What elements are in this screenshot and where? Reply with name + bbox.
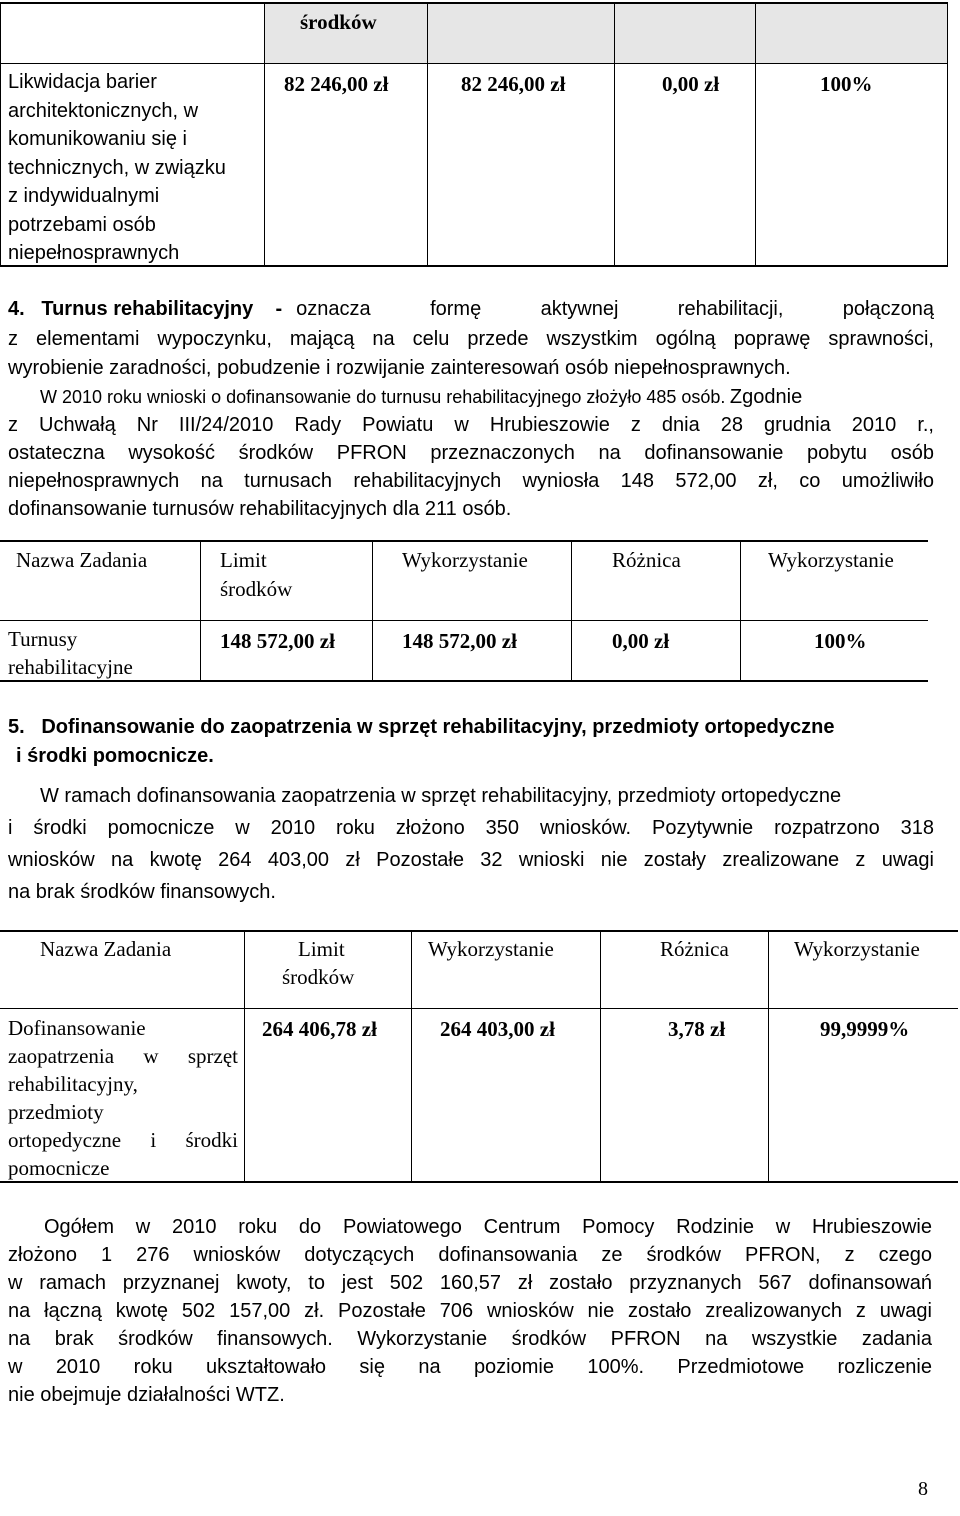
table-3-wykorzystanie: 264 403,00 zł [440,1017,555,1041]
table-2-limit: 148 572,00 zł [220,629,335,653]
table-3-header-nazwa: Nazwa Zadania [40,937,172,961]
table-1-limit: 82 246,00 zł [284,72,389,96]
table-1-procent: 100% [820,72,873,96]
section-4-title: Turnus rehabilitacyjny [41,298,254,320]
table-3-roznica: 3,78 zł [668,1017,726,1041]
section-5-heading [8,716,834,739]
section-5-body-line3: wniosków na kwotę 264 403,00 zł Pozostałe 32 wnioski nie zostały zrealizowane z uwagi [8,849,934,871]
table-3-header-limit: Limit [298,937,345,961]
table-1-header-srodkow: środków [300,10,377,34]
table-2-roznica: 0,00 zł [612,629,670,653]
table-2-header-wykorzystanie-pct: Wykorzystanie [768,548,894,572]
table-2-row-label: Turnusy rehabilitacyjne [8,627,133,679]
table-3-header-wykorzystanie: Wykorzystanie [428,937,554,961]
summary-line6: w 2010 roku ukształtowało się na poziomie 100%. Przedmiotowe rozliczenie [8,1356,932,1378]
table-1-roznica: 0,00 zł [662,72,720,96]
table-3-row-label: Dofinansowanie zaopatrzenia w sprzęt rehabilitacyjny, przedmioty ortopedyczne i środki pomocnicze [8,1016,238,1180]
table-2-header-limit: Limit [220,548,267,572]
section-4-heading-line: 4. Turnus rehabilitacyjny - oznacza formę aktywnej rehabilitacji, połączoną [8,298,934,320]
table-2-header-srodkow: środków [220,577,293,601]
table-3-procent: 99,9999% [820,1017,910,1041]
table-3-header-roznica: Różnica [660,937,729,961]
section-4-line1-rest: oznacza formę aktywnej rehabilitacji, połączoną [296,298,934,320]
summary-line4: na łączną kwotę 502 157,00 zł. Pozostałe 706 wniosków nie zostało zrealizowanych z uwagi [8,1300,932,1322]
section-5-number: 5. [8,716,25,738]
summary-line1: Ogółem w 2010 roku do Powiatowego Centrum Pomocy Rodzinie w Hrubieszowie [44,1216,932,1238]
table-2-header-nazwa: Nazwa Zadania [16,548,148,572]
section-4-line4: W 2010 roku wnioski o dofinansowanie do turnusu rehabilitacyjnego złożyło 485 osób. Zgodnie [40,386,803,408]
table-2-header-roznica: Różnica [612,548,681,572]
table-2-wykorzystanie: 148 572,00 zł [402,629,517,653]
section-4-line5: z Uchwałą Nr III/24/2010 Rady Powiatu w Hrubieszowie z dnia 28 grudnia 2010 r., [8,414,934,436]
section-4-number: 4. [8,298,25,320]
section-4-line2: z elementami wypoczynku, mającą na celu przede wszystkim ogólną poprawę sprawności, [8,328,934,350]
table-1-row-label: Likwidacja barier architektonicznych, w komunikowaniu się i technicznych, w związku z indywidualnymi potrzebami osób niepełnosprawnych [8,71,226,264]
section-4-line6: ostateczna wysokość środków PFRON przeznaczonych na dofinansowanie pobytu osób [8,442,934,464]
summary-line7: nie obejmuje działalności WTZ. [8,1384,285,1406]
table-3-limit: 264 406,78 zł [262,1017,377,1041]
table-2-header-wykorzystanie: Wykorzystanie [402,548,528,572]
section-5-body-line2: i środki pomocnicze w 2010 roku złożono 350 wniosków. Pozytywnie rozpatrzono 318 [8,817,934,839]
table-3-header-wykorzystanie-pct: Wykorzystanie [794,937,920,961]
page-number: 8 [918,1478,928,1500]
summary-line5: na brak środków finansowych. Wykorzystanie środków PFRON na wszystkie zadania [8,1328,932,1350]
table-2-procent: 100% [814,629,867,653]
section-4-line8: dofinansowanie turnusów rehabilitacyjnych dla 211 osób. [8,498,512,520]
section-4-line3: wyrobienie zaradności, pobudzenie i rozwijanie zainteresowań osób niepełnosprawnych. [8,357,791,379]
section-4-line7: niepełnosprawnych na turnusach rehabilitacyjnych wyniosła 148 572,00 zł, co umożliwiło [8,470,934,492]
section-5-title-line2: i środki pomocnicze. [16,745,214,767]
section-5-body-line1: W ramach dofinansowania zaopatrzenia w sprzęt rehabilitacyjny, przedmioty ortopedyczne [40,785,842,807]
summary-line2: złożono 1 276 wniosków dotyczących dofinansowania ze środków PFRON, z czego [8,1244,932,1266]
table-1-wykorzystanie: 82 246,00 zł [461,72,566,96]
summary-line3: w ramach przyznanej kwoty, to jest 502 160,57 zł zostało przyznanych 567 dofinansowań [8,1272,932,1294]
section-5-body-line4: na brak środków finansowych. [8,881,276,903]
section-5-title: Dofinansowanie do zaopatrzenia w sprzęt rehabilitacyjny, przedmioty ortopedyczne [41,716,835,738]
table-3-header-srodkow: środków [282,965,355,989]
